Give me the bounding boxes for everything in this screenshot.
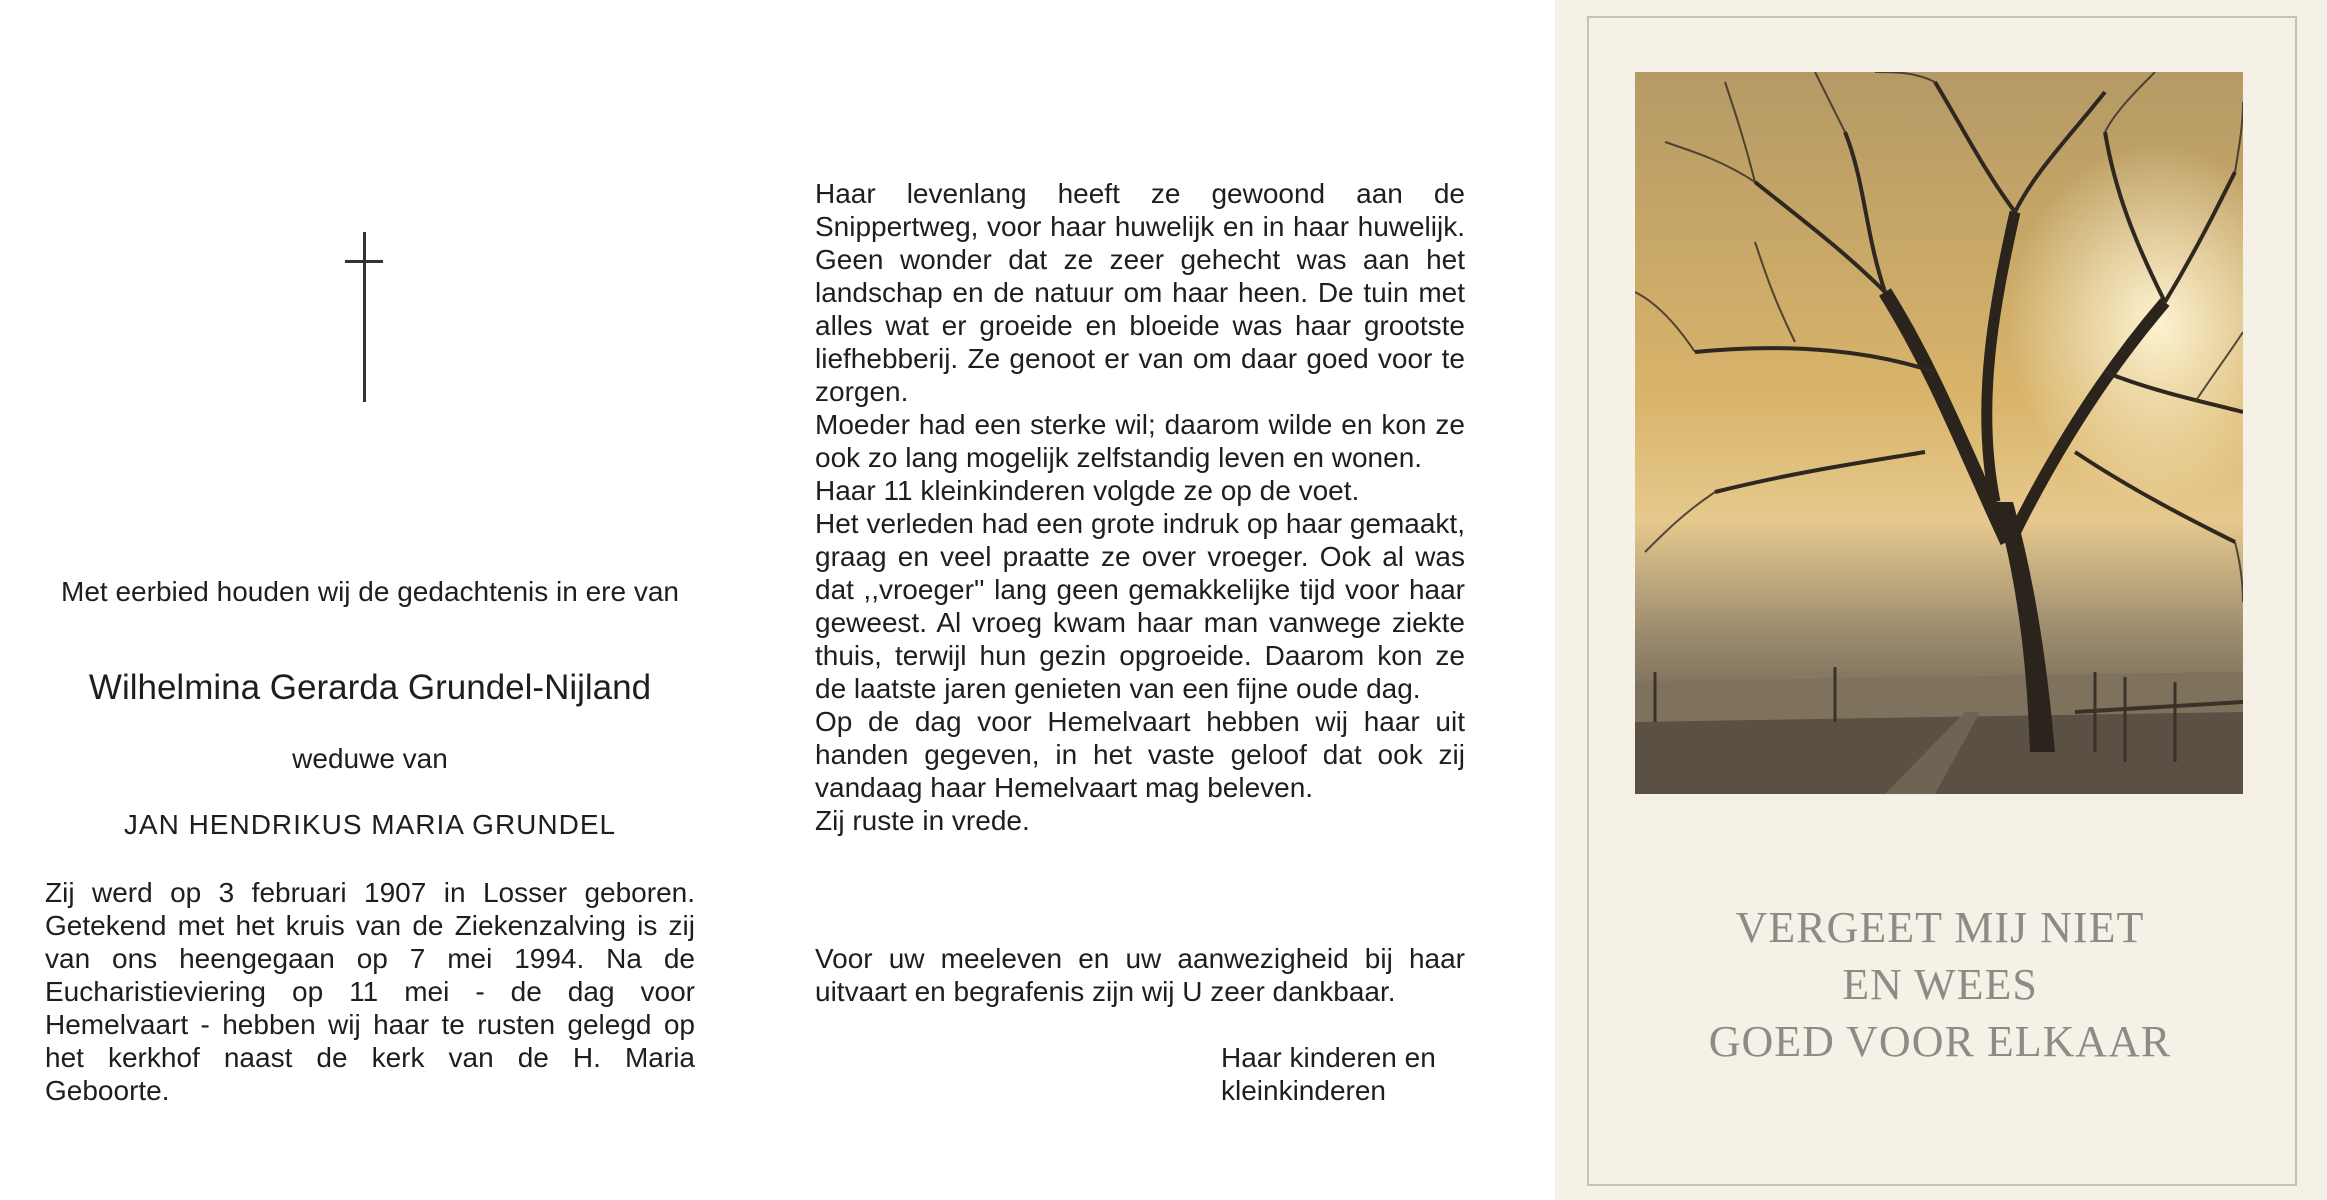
signature-line: Haar kinderen en [1221, 1042, 1436, 1073]
motto-line: EN WEES [1842, 960, 2038, 1009]
widow-of-label: weduwe van [292, 743, 448, 774]
intro-text: Met eerbied houden wij de gedachtenis in ere van [61, 576, 679, 607]
story-paragraph: Het verleden had een grote indruk op haar gemaakt, graag en veel praatte ze over vroeger. Ook al was dat ,,vroeger'' lang geen gemakkelijke tijd voor haar geweest. Al vroeg kwam haar man vanwege ziekte thuis, terwijl hun gezin opgroeide. Daarom kon ze de laatste jaren genieten van een fijne oude dag. [815, 508, 1465, 704]
bio-text [45, 876, 695, 1107]
signature-line: kleinkinderen [1221, 1075, 1386, 1106]
story-paragraph: Haar levenlang heeft ze gewoond aan de Snippertweg, voor haar huwelijk en in haar huwelijk. Geen wonder dat ze zeer gehecht was aan het landschap en de natuur om haar heen. De tuin met alles wat er groeide en bloeide was haar grootste liefhebberij. Ze genoot er van om daar goed voor te zorgen. [815, 178, 1465, 407]
story-paragraph: Haar 11 kleinkinderen volgde ze op de voet. [815, 475, 1360, 506]
signature [1221, 1041, 1481, 1107]
left-panel [0, 0, 745, 1200]
thanks-text [815, 942, 1465, 1008]
tree-photo [1635, 72, 2243, 794]
life-story [815, 177, 1465, 837]
cross-icon [363, 232, 366, 402]
husband-name: JAN HENDRIKUS MARIA GRUNDEL [123, 809, 617, 840]
thanks-paragraph: Voor uw meeleven en uw aanwezigheid bij haar uitvaart en begrafenis zijn wij U zeer dankbaar. [815, 943, 1465, 1007]
story-paragraph: Zij ruste in vrede. [815, 805, 1030, 836]
tree-landscape-image [1635, 72, 2243, 794]
deceased-name: Wilhelmina Gerarda Grundel-Nijland [88, 668, 652, 707]
story-paragraph: Moeder had een sterke wil; daarom wilde en kon ze ook zo lang mogelijk zelfstandig leven en wonen. [815, 409, 1465, 473]
bio-paragraph: Zij werd op 3 februari 1907 in Losser geboren. Getekend met het kruis van de Ziekenzalving is zij van ons heengegaan op 7 mei 1994. Na de Eucharistieviering op 11 mei - de dag voor Hemelvaart - hebben wij haar te rusten gelegd op het kerkhof naast de kerk van de H. Maria Geboorte. [45, 877, 695, 1106]
motto-line: VERGEET MIJ NIET [1735, 903, 2145, 952]
cross-icon-bar [345, 260, 383, 263]
middle-panel [745, 0, 1555, 1200]
motto-line: GOED VOOR ELKAAR [1708, 1017, 2172, 1066]
story-paragraph: Op de dag voor Hemelvaart hebben wij haar uit handen gegeven, in het vaste geloof dat ook zij vandaag haar Hemelvaart mag beleven. [815, 706, 1465, 803]
right-panel [1555, 0, 2327, 1200]
